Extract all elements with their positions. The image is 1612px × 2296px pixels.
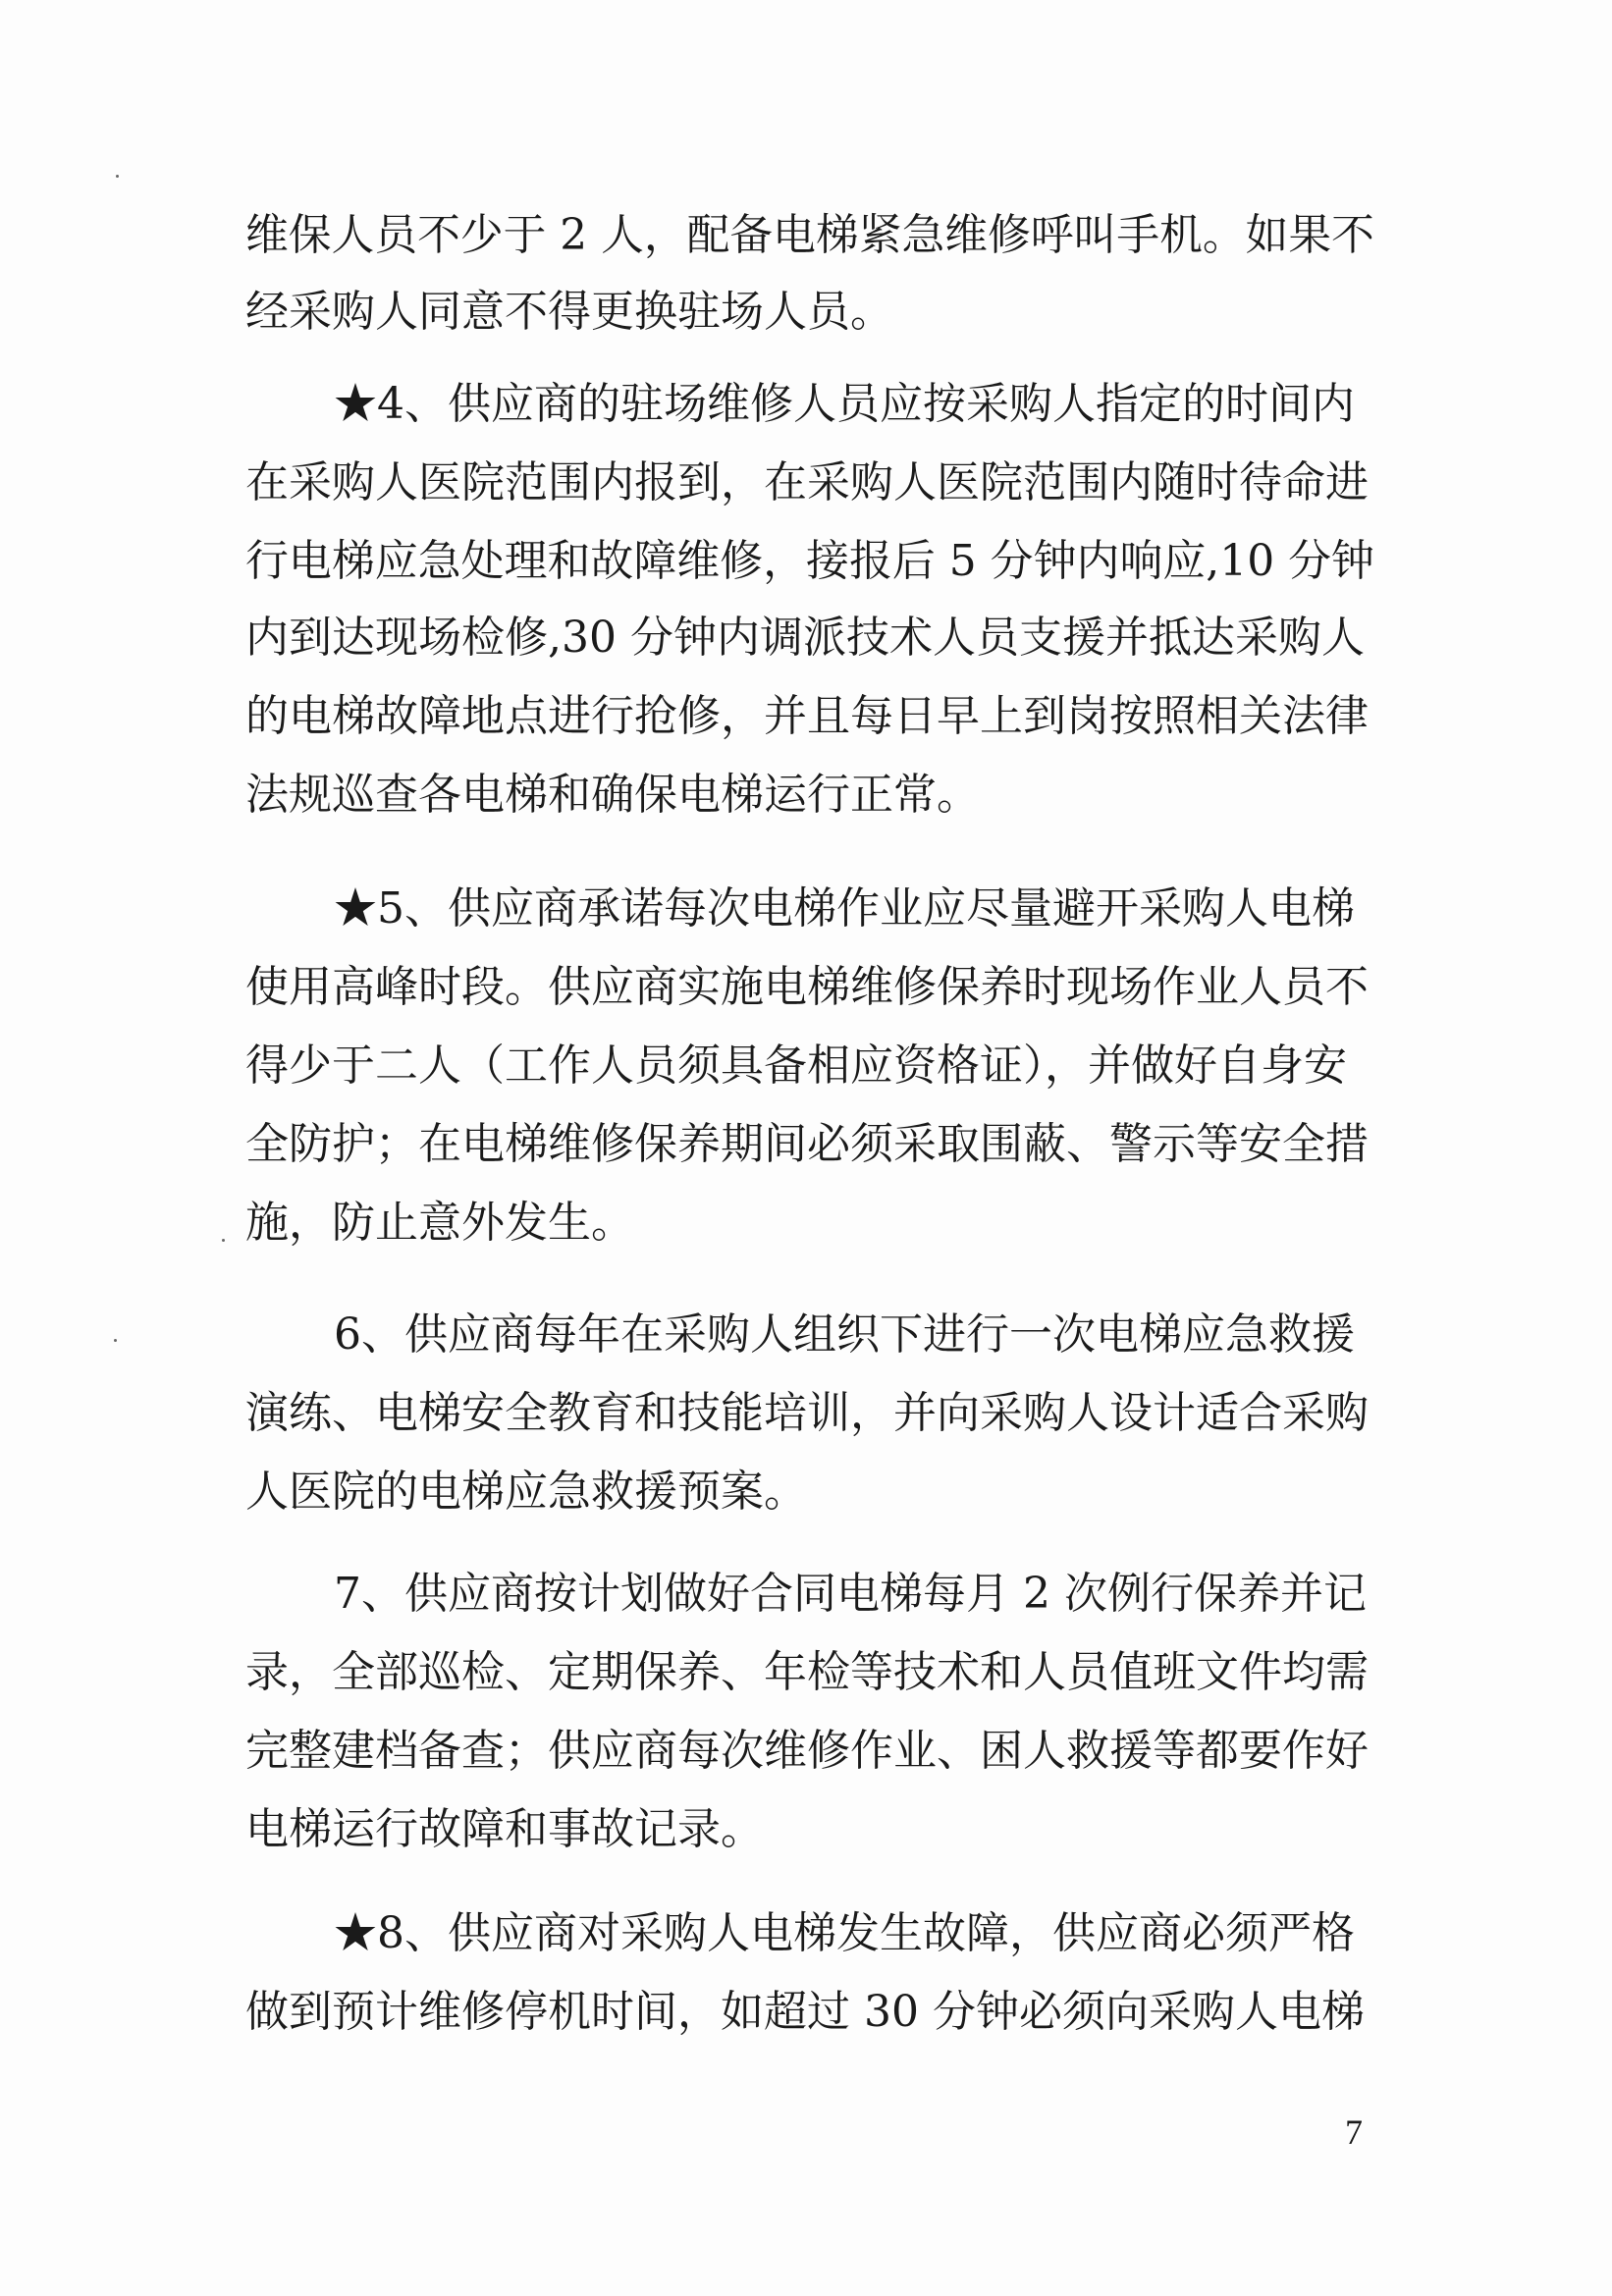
text-line-13: 施，防止意外发生。 — [245, 1198, 634, 1248]
scan-speck — [114, 1339, 117, 1342]
text-line-17: 7、供应商按计划做好合同电梯每月 2 次例行保养并记 — [334, 1569, 1367, 1619]
text-line-18: 录，全部巡检、定期保养、年检等技术和人员值班文件均需 — [245, 1647, 1369, 1697]
text-line-12: 全防护；在电梯维修保养期间必须采取围蔽、警示等安全措 — [245, 1119, 1369, 1169]
text-line-2: 经采购人同意不得更换驻场人员。 — [245, 287, 893, 337]
text-line-21: ★8、供应商对采购人电梯发生故障，供应商必须严格 — [334, 1908, 1355, 1958]
text-line-7: 的电梯故障地点进行抢修，并且每日早上到岗按照相关法律 — [245, 691, 1369, 741]
text-line-10: 使用高峰时段。供应商实施电梯维修保养时现场作业人员不 — [245, 962, 1369, 1012]
text-line-8: 法规巡查各电梯和确保电梯运行正常。 — [245, 770, 980, 820]
text-line-4: 在采购人医院范围内报到，在采购人医院范围内随时待命进 — [245, 457, 1369, 507]
text-line-1: 维保人员不少于 2 人，配备电梯紧急维修呼叫手机。如果不 — [245, 210, 1374, 260]
scan-speck — [116, 175, 119, 178]
text-line-19: 完整建档备查；供应商每次维修作业、困人救援等都要作好 — [245, 1726, 1369, 1776]
page-number: 7 — [1345, 2112, 1363, 2152]
text-line-14: 6、供应商每年在采购人组织下进行一次电梯应急救援 — [334, 1309, 1355, 1360]
text-line-16: 人医院的电梯应急救援预案。 — [245, 1467, 807, 1517]
text-line-9: ★5、供应商承诺每次电梯作业应尽量避开采购人电梯 — [334, 883, 1355, 934]
text-line-5: 行电梯应急处理和故障维修，接报后 5 分钟内响应,10 分钟 — [245, 536, 1374, 586]
text-line-20: 电梯运行故障和事故记录。 — [245, 1804, 764, 1854]
text-line-6: 内到达现场检修,30 分钟内调派技术人员支援并抵达采购人 — [245, 613, 1365, 663]
text-line-22: 做到预计维修停机时间，如超过 30 分钟必须向采购人电梯 — [245, 1987, 1365, 2037]
scan-speck — [222, 1239, 225, 1242]
text-line-11: 得少于二人（工作人员须具备相应资格证），并做好自身安 — [245, 1041, 1347, 1091]
text-line-15: 演练、电梯安全教育和技能培训，并向采购人设计适合采购 — [245, 1388, 1369, 1438]
text-line-3: ★4、供应商的驻场维修人员应按采购人指定的时间内 — [334, 379, 1355, 429]
